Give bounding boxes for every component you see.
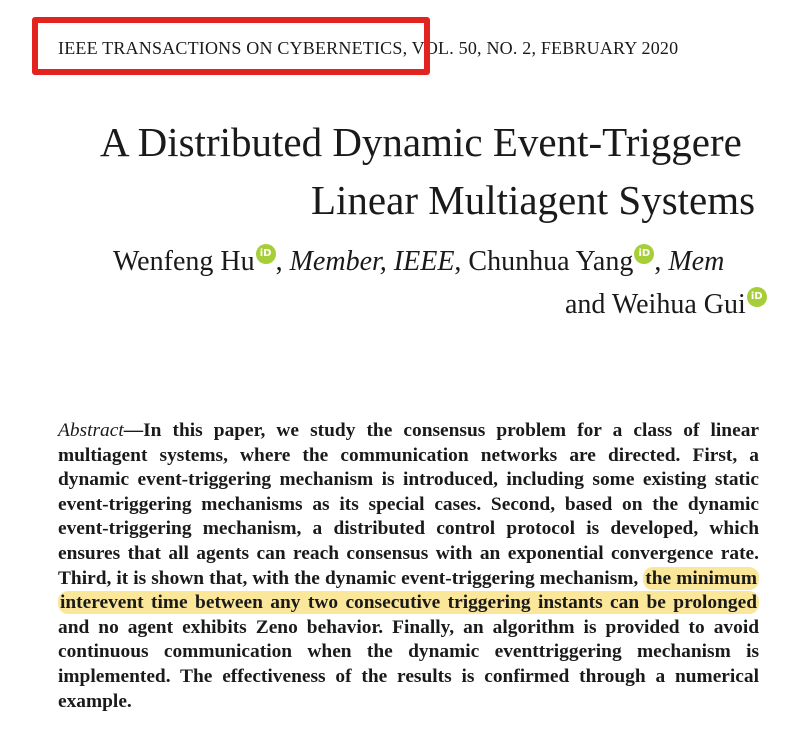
- orcid-icon[interactable]: iD: [747, 287, 767, 307]
- author-list-line-1: [113, 244, 724, 276]
- author-conjunction: and: [565, 289, 612, 320]
- orcid-icon[interactable]: iD: [634, 244, 654, 264]
- volume-issue: , VOL. 50, NO. 2, FEBRUARY 2020: [402, 38, 679, 58]
- abstract-label: Abstract: [58, 420, 124, 441]
- author-separator: ,: [454, 246, 469, 277]
- author-name-1: Wenfeng Hu: [113, 246, 255, 277]
- author-list-line-2: [565, 287, 767, 319]
- abstract-dash: —: [123, 420, 144, 441]
- orcid-icon[interactable]: iD: [256, 244, 276, 264]
- paper-title-line-1: A Distributed Dynamic Event-Triggere: [100, 119, 742, 165]
- abstract-text-end: and no agent exhibits Zeno behavior. Finally, an algorithm is provided to avoid continuous communication when the dynamic eventtriggering mechanism is implemented. The effectiveness of the results is confirmed through a numerical example.: [58, 616, 759, 712]
- author-separator: ,: [275, 246, 290, 277]
- author-affiliation-2: Mem: [668, 246, 725, 277]
- author-affiliation-1: Member, IEEE: [289, 246, 455, 277]
- abstract-highlight: the minimum interevent time between any two consecutive triggering instants can be prolonged: [60, 567, 757, 614]
- author-name-2: Chunhua Yang: [468, 246, 634, 277]
- journal-name-annotation-box: [32, 17, 430, 75]
- abstract-text: In this paper, we study the consensus problem for a class of linear multiagent systems, where the communication networks are directed. First, a dynamic event-triggering mechanism is introduced, including some existing static event-triggering mechanisms as its special cases. Second, based on the dynamic event-triggering mechanism, a distributed control protocol is developed, which ensures that all agents can reach consensus with an exponential convergence rate. Third, it is shown that, with the dynamic event-triggering mechanism,: [58, 420, 759, 589]
- author-name-3: Weihua Gui: [611, 289, 746, 320]
- paper-title-line-2: Linear Multiagent Systems: [311, 177, 756, 223]
- author-separator: ,: [654, 246, 669, 277]
- journal-name: IEEE TRANSACTIONS ON CYBERNETICS: [58, 38, 403, 58]
- abstract: [58, 419, 759, 714]
